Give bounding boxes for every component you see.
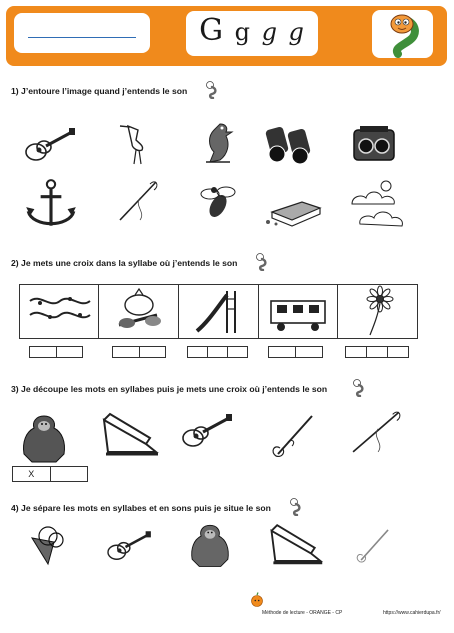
syllable-box[interactable]	[387, 346, 409, 358]
guitar-icon	[176, 408, 238, 456]
heron-icon	[110, 118, 166, 166]
anchor-icon	[22, 176, 80, 234]
footer-url[interactable]: https://www.cahierdupa.fr/	[383, 610, 441, 616]
section-2-title: 2) Je mets une croix dans la syllabe où j’entends le son	[11, 258, 238, 268]
letters	[186, 13, 318, 48]
strip-cell	[179, 285, 259, 338]
mascot-box	[372, 10, 433, 58]
letter-upper: G	[199, 13, 225, 48]
guitar-icon	[22, 122, 78, 170]
wagon-icon	[259, 285, 338, 338]
gorilla-icon	[182, 520, 238, 570]
worm-icon	[351, 379, 366, 397]
ice-cream-icon	[26, 524, 70, 568]
name-box[interactable]	[14, 13, 150, 53]
syllable-box[interactable]	[295, 346, 323, 358]
wasp-icon	[190, 178, 246, 226]
syllable-boxes	[187, 346, 248, 358]
flower-icon	[338, 285, 417, 338]
pen-icon	[350, 520, 396, 570]
syllable-cell[interactable]: X	[13, 467, 51, 481]
binoculars-icon	[262, 118, 318, 166]
needle-icon	[346, 406, 406, 456]
gravel-icon	[262, 182, 326, 230]
stapler-icon	[264, 518, 326, 570]
worm-icon	[254, 253, 269, 271]
letter-box	[186, 11, 318, 56]
syllable-box[interactable]	[268, 346, 296, 358]
strip-cell	[20, 285, 99, 338]
letter-cursive-2: g	[288, 18, 305, 46]
picture-strip	[19, 284, 418, 339]
strip-cell	[259, 285, 338, 338]
strip-cell	[338, 285, 417, 338]
section-1-title: 1) J’entoure l’image quand j’entends le son	[11, 86, 188, 96]
clouds-icon	[346, 178, 410, 232]
worm-mascot-icon	[372, 10, 433, 58]
section-4-title: 4) Je sépare les mots en syllabes et en sons puis je situe le son	[11, 503, 271, 513]
syllable-box[interactable]	[227, 346, 248, 358]
syllable-table	[12, 466, 88, 482]
camera-icon	[346, 120, 402, 168]
worm-icon	[204, 81, 219, 99]
footer-method: Méthode de lecture - ORANGE - CP	[262, 610, 343, 616]
syllable-box[interactable]	[139, 346, 166, 358]
syllable-box[interactable]	[366, 346, 388, 358]
syllable-boxes	[345, 346, 409, 358]
syllable-box[interactable]	[112, 346, 140, 358]
eagle-icon	[190, 118, 246, 166]
needle-icon	[110, 176, 166, 224]
syllable-cell[interactable]	[51, 467, 88, 481]
slide-icon	[179, 285, 259, 338]
vegetables-icon	[99, 285, 179, 338]
stapler-icon	[96, 408, 162, 460]
syllable-boxes	[268, 346, 323, 358]
guitar-icon	[96, 526, 162, 568]
strip-cell	[99, 285, 179, 338]
syllable-boxes	[112, 346, 166, 358]
pen-icon	[264, 408, 322, 462]
syllable-box[interactable]	[207, 346, 228, 358]
syllable-boxes	[29, 346, 83, 358]
garland-icon	[20, 285, 99, 338]
orange-logo-icon	[250, 592, 264, 608]
worm-icon	[288, 498, 303, 516]
section-3-title: 3) Je découpe les mots en syllabes puis je mets une croix où j’entends le son	[11, 384, 328, 394]
syllable-box[interactable]	[345, 346, 367, 358]
name-line	[28, 37, 136, 38]
letter-cursive-1: g	[261, 18, 278, 46]
syllable-box[interactable]	[56, 346, 83, 358]
letter-lower: g	[234, 18, 252, 46]
syllable-box[interactable]	[29, 346, 57, 358]
syllable-box[interactable]	[187, 346, 208, 358]
gorilla-icon	[14, 410, 74, 466]
